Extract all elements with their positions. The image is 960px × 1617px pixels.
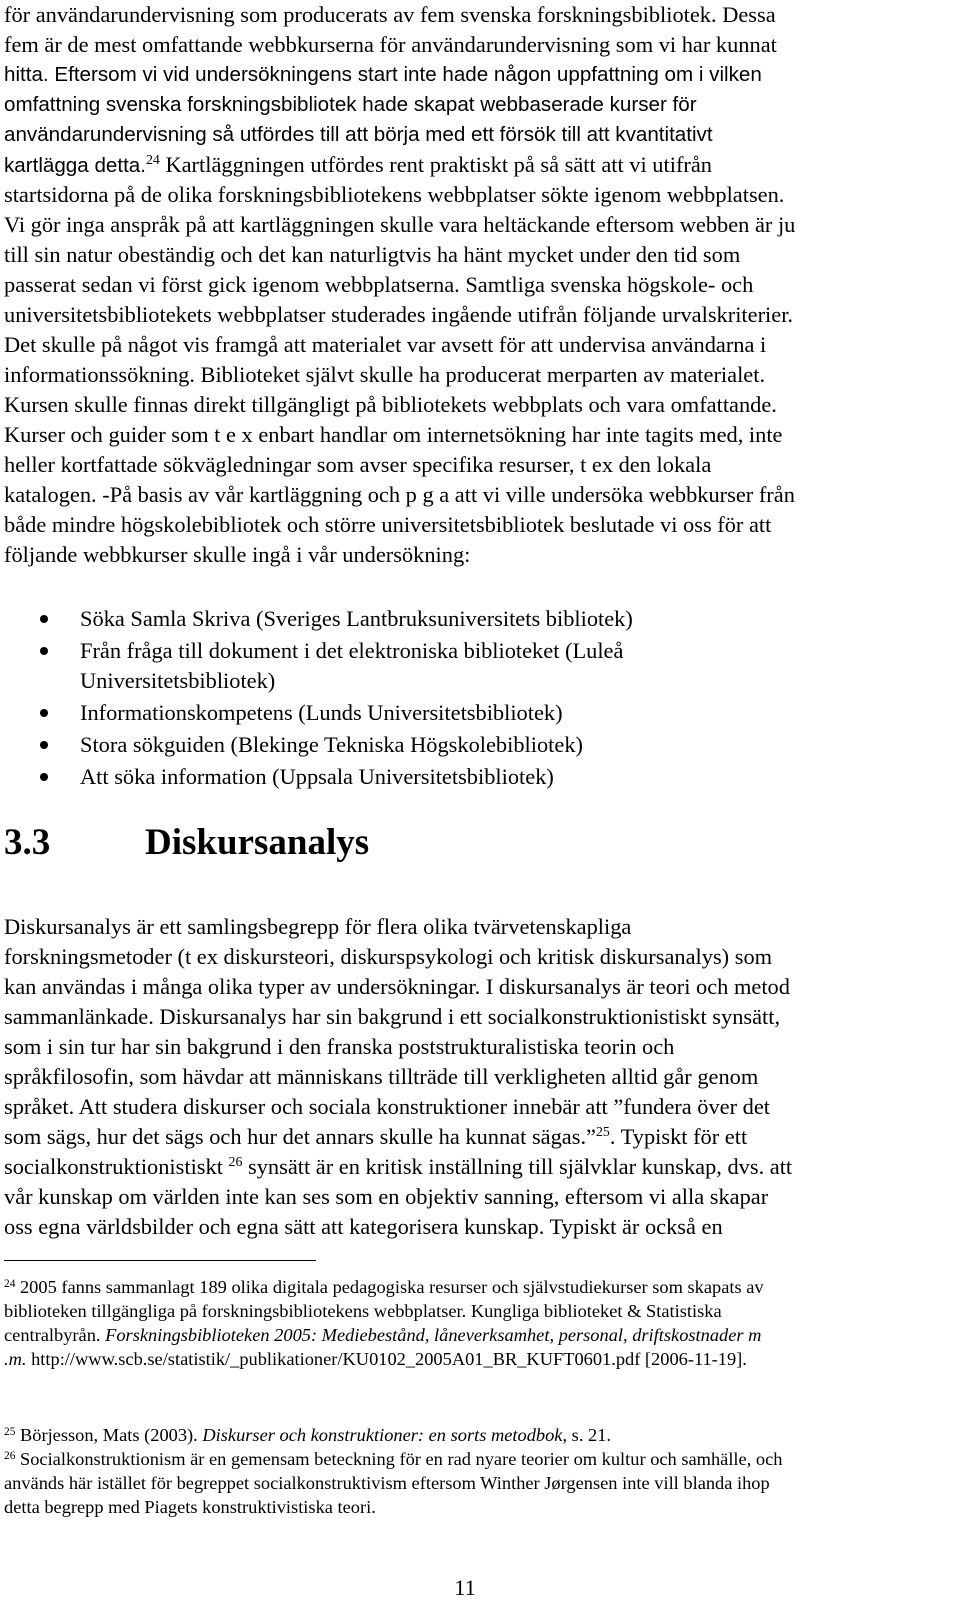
- text-line: katalogen. -På basis av vår kartläggning och p g a att vi ville undersöka webbkurser från: [4, 482, 795, 507]
- text-line: språket. Att studera diskurser och sociala konstruktioner innebär att ”fundera över det: [4, 1094, 771, 1119]
- text-fragment: Kartläggningen utfördes rent praktiskt på så sätt att vi utifrån: [159, 152, 712, 177]
- bullet-icon: [40, 773, 48, 781]
- text-line: användarundervisning så utfördes till att börja med ett försök till att kvantitativt: [4, 123, 713, 146]
- text-fragment: centralbyrån.: [4, 1325, 106, 1345]
- list-item-label: Att söka information (Uppsala Universitetsbibliotek): [80, 764, 554, 789]
- footnote-line: [4, 1423, 611, 1447]
- footnote-number: 25: [4, 1425, 16, 1438]
- text-fragment: synsätt är en kritisk inställning till självklar kunskap, dvs. att: [242, 1154, 793, 1179]
- text-line: [4, 150, 712, 181]
- footnote-reference: 25: [595, 1125, 610, 1141]
- bullet-icon: [40, 741, 48, 749]
- text-line: följande webbkurser skulle ingå i vår undersökning:: [4, 542, 471, 567]
- text-line: både mindre högskolebibliotek och större universitetsbibliotek beslutade vi oss för att: [4, 512, 772, 537]
- list-item-label: Från fråga till dokument i det elektroniska biblioteket (Luleå: [80, 638, 624, 663]
- text-line: oss egna världsbilder och egna sätt att kategorisera kunskap. Typiskt är också en: [4, 1214, 723, 1239]
- text-fragment: , s. 21.: [562, 1425, 612, 1445]
- text-fragment: Börjesson, Mats (2003).: [15, 1425, 203, 1445]
- footnote-reference: 24: [145, 153, 160, 169]
- text-line: språkfilosofin, som hävdar att människans tillträde till verkligheten alltid går genom: [4, 1064, 759, 1089]
- text-line: kan användas i många olika typer av undersökningar. I diskursanalys är teori och metod: [4, 974, 790, 999]
- text-line: passerat sedan vi först gick igenom webbplatserna. Samtliga svenska högskole- och: [4, 272, 754, 297]
- text-fragment: Socialkonstruktionism är en gemensam beteckning för en rad nyare teorier om kultur och samhälle, och: [15, 1449, 783, 1469]
- text-line: Diskursanalys är ett samlingsbegrepp för flera olika tvärvetenskapliga: [4, 914, 632, 939]
- text-line: [4, 1152, 792, 1182]
- footnote-line: används här istället för begreppet socialkonstruktivism eftersom Winther Jørgensen inte vill blanda ihop: [4, 1473, 770, 1493]
- text-line: Det skulle på något vis framgå att materialet var avsett för att undervisa användarna i: [4, 332, 767, 357]
- text-line: vår kunskap om världen inte kan ses som en objektiv sanning, eftersom vi alla skapar: [4, 1184, 769, 1209]
- text-line: hitta. Eftersom vi vid undersökningens start inte hade någon uppfattning om i vilken: [4, 63, 762, 86]
- bullet-icon: [40, 647, 48, 655]
- list-item-label: Universitetsbibliotek): [80, 668, 276, 693]
- text-line: för användarundervisning som producerats av fem svenska forskningsbibliotek. Dessa: [4, 2, 776, 27]
- text-line: till sin natur obeständig och det kan naturligtvis ha hänt mycket under den tid som: [4, 242, 741, 267]
- footnote-line: [4, 1447, 782, 1471]
- text-line: [4, 1122, 747, 1152]
- text-fragment: . Typiskt för ett: [609, 1124, 748, 1149]
- footnote-line: [4, 1347, 747, 1371]
- text-fragment: 2005 fanns sammanlagt 189 olika digitala pedagogiska resurser och självstudiekurser som skapats av: [15, 1277, 764, 1297]
- text-line: Kurser och guider som t e x enbart handlar om internetsökning har inte tagits med, inte: [4, 422, 783, 447]
- section-number: 3.3: [4, 822, 51, 863]
- footnote-number: 24: [4, 1277, 16, 1290]
- text-fragment: kartlägga detta.: [4, 154, 146, 177]
- text-line: sammanlänkade. Diskursanalys har sin bakgrund i ett socialkonstruktionistiskt synsätt,: [4, 1004, 781, 1029]
- text-line: universitetsbibliotekets webbplatser studerades ingående utifrån följande urvalskriterier.: [4, 302, 794, 327]
- text-line: Kursen skulle finnas direkt tillgängligt på bibliotekets webbplats och vara omfattande.: [4, 392, 777, 417]
- text-line: forskningsmetoder (t ex diskursteori, diskurspsykologi och kritisk diskursanalys) som: [4, 944, 773, 969]
- text-line: omfattning svenska forskningsbibliotek hade skapat webbaserade kurser för: [4, 93, 697, 116]
- footnote-number: 26: [4, 1449, 16, 1462]
- footnote-line: [4, 1275, 764, 1299]
- text-fragment: socialkonstruktionistiskt: [4, 1154, 229, 1179]
- footnote-url: http://www.scb.se/statistik/_publikationer/KU0102_2005A01_BR_KUFT0601.pdf [2006-11-19].: [26, 1349, 747, 1369]
- text-line: fem är de mest omfattande webbkurserna för användarundervisning som vi har kunnat: [4, 32, 777, 57]
- publication-title: .m.: [4, 1349, 27, 1369]
- text-line: Vi gör inga anspråk på att kartläggningen skulle vara heltäckande eftersom webben är ju: [4, 212, 796, 237]
- list-item-label: Söka Samla Skriva (Sveriges Lantbruksuniversitets bibliotek): [80, 606, 633, 631]
- footnote-separator: [4, 1260, 316, 1261]
- list-item-label: Stora sökguiden (Blekinge Tekniska Högskolebibliotek): [80, 732, 583, 757]
- text-line: som i sin tur har sin bakgrund i den franska poststrukturalistiska teorin och: [4, 1034, 675, 1059]
- list-item-label: Informationskompetens (Lunds Universitetsbibliotek): [80, 700, 563, 725]
- bullet-icon: [40, 709, 48, 717]
- publication-title: Forskningsbiblioteken 2005: Mediebestånd, låneverksamhet, personal, driftskostnader m: [105, 1325, 762, 1345]
- text-fragment: som sägs, hur det sägs och hur det annars skulle ha kunnat sägas.”: [4, 1124, 596, 1149]
- text-line: startsidorna på de olika forskningsbibliotekens webbplatser sökte igenom webbplatsen.: [4, 182, 785, 207]
- footnote-line: detta begrepp med Piagets konstruktivistiska teori.: [4, 1497, 376, 1517]
- page-number: 11: [454, 1575, 476, 1600]
- footnote-line: [4, 1323, 761, 1347]
- section-title: Diskursanalys: [145, 822, 370, 863]
- text-line: heller kortfattade sökvägledningar som avser specifika resurser, t ex den lokala: [4, 452, 712, 477]
- bullet-icon: [40, 615, 48, 623]
- publication-title: Diskurser och konstruktioner: en sorts metodbok: [202, 1425, 563, 1445]
- footnote-reference: 26: [228, 1155, 243, 1171]
- footnote-line: biblioteken tillgängliga på forskningsbibliotekens webbplatser. Kungliga biblioteket & Statistiska: [4, 1301, 722, 1321]
- text-line: informationssökning. Biblioteket självt skulle ha producerat merparten av materialet.: [4, 362, 766, 387]
